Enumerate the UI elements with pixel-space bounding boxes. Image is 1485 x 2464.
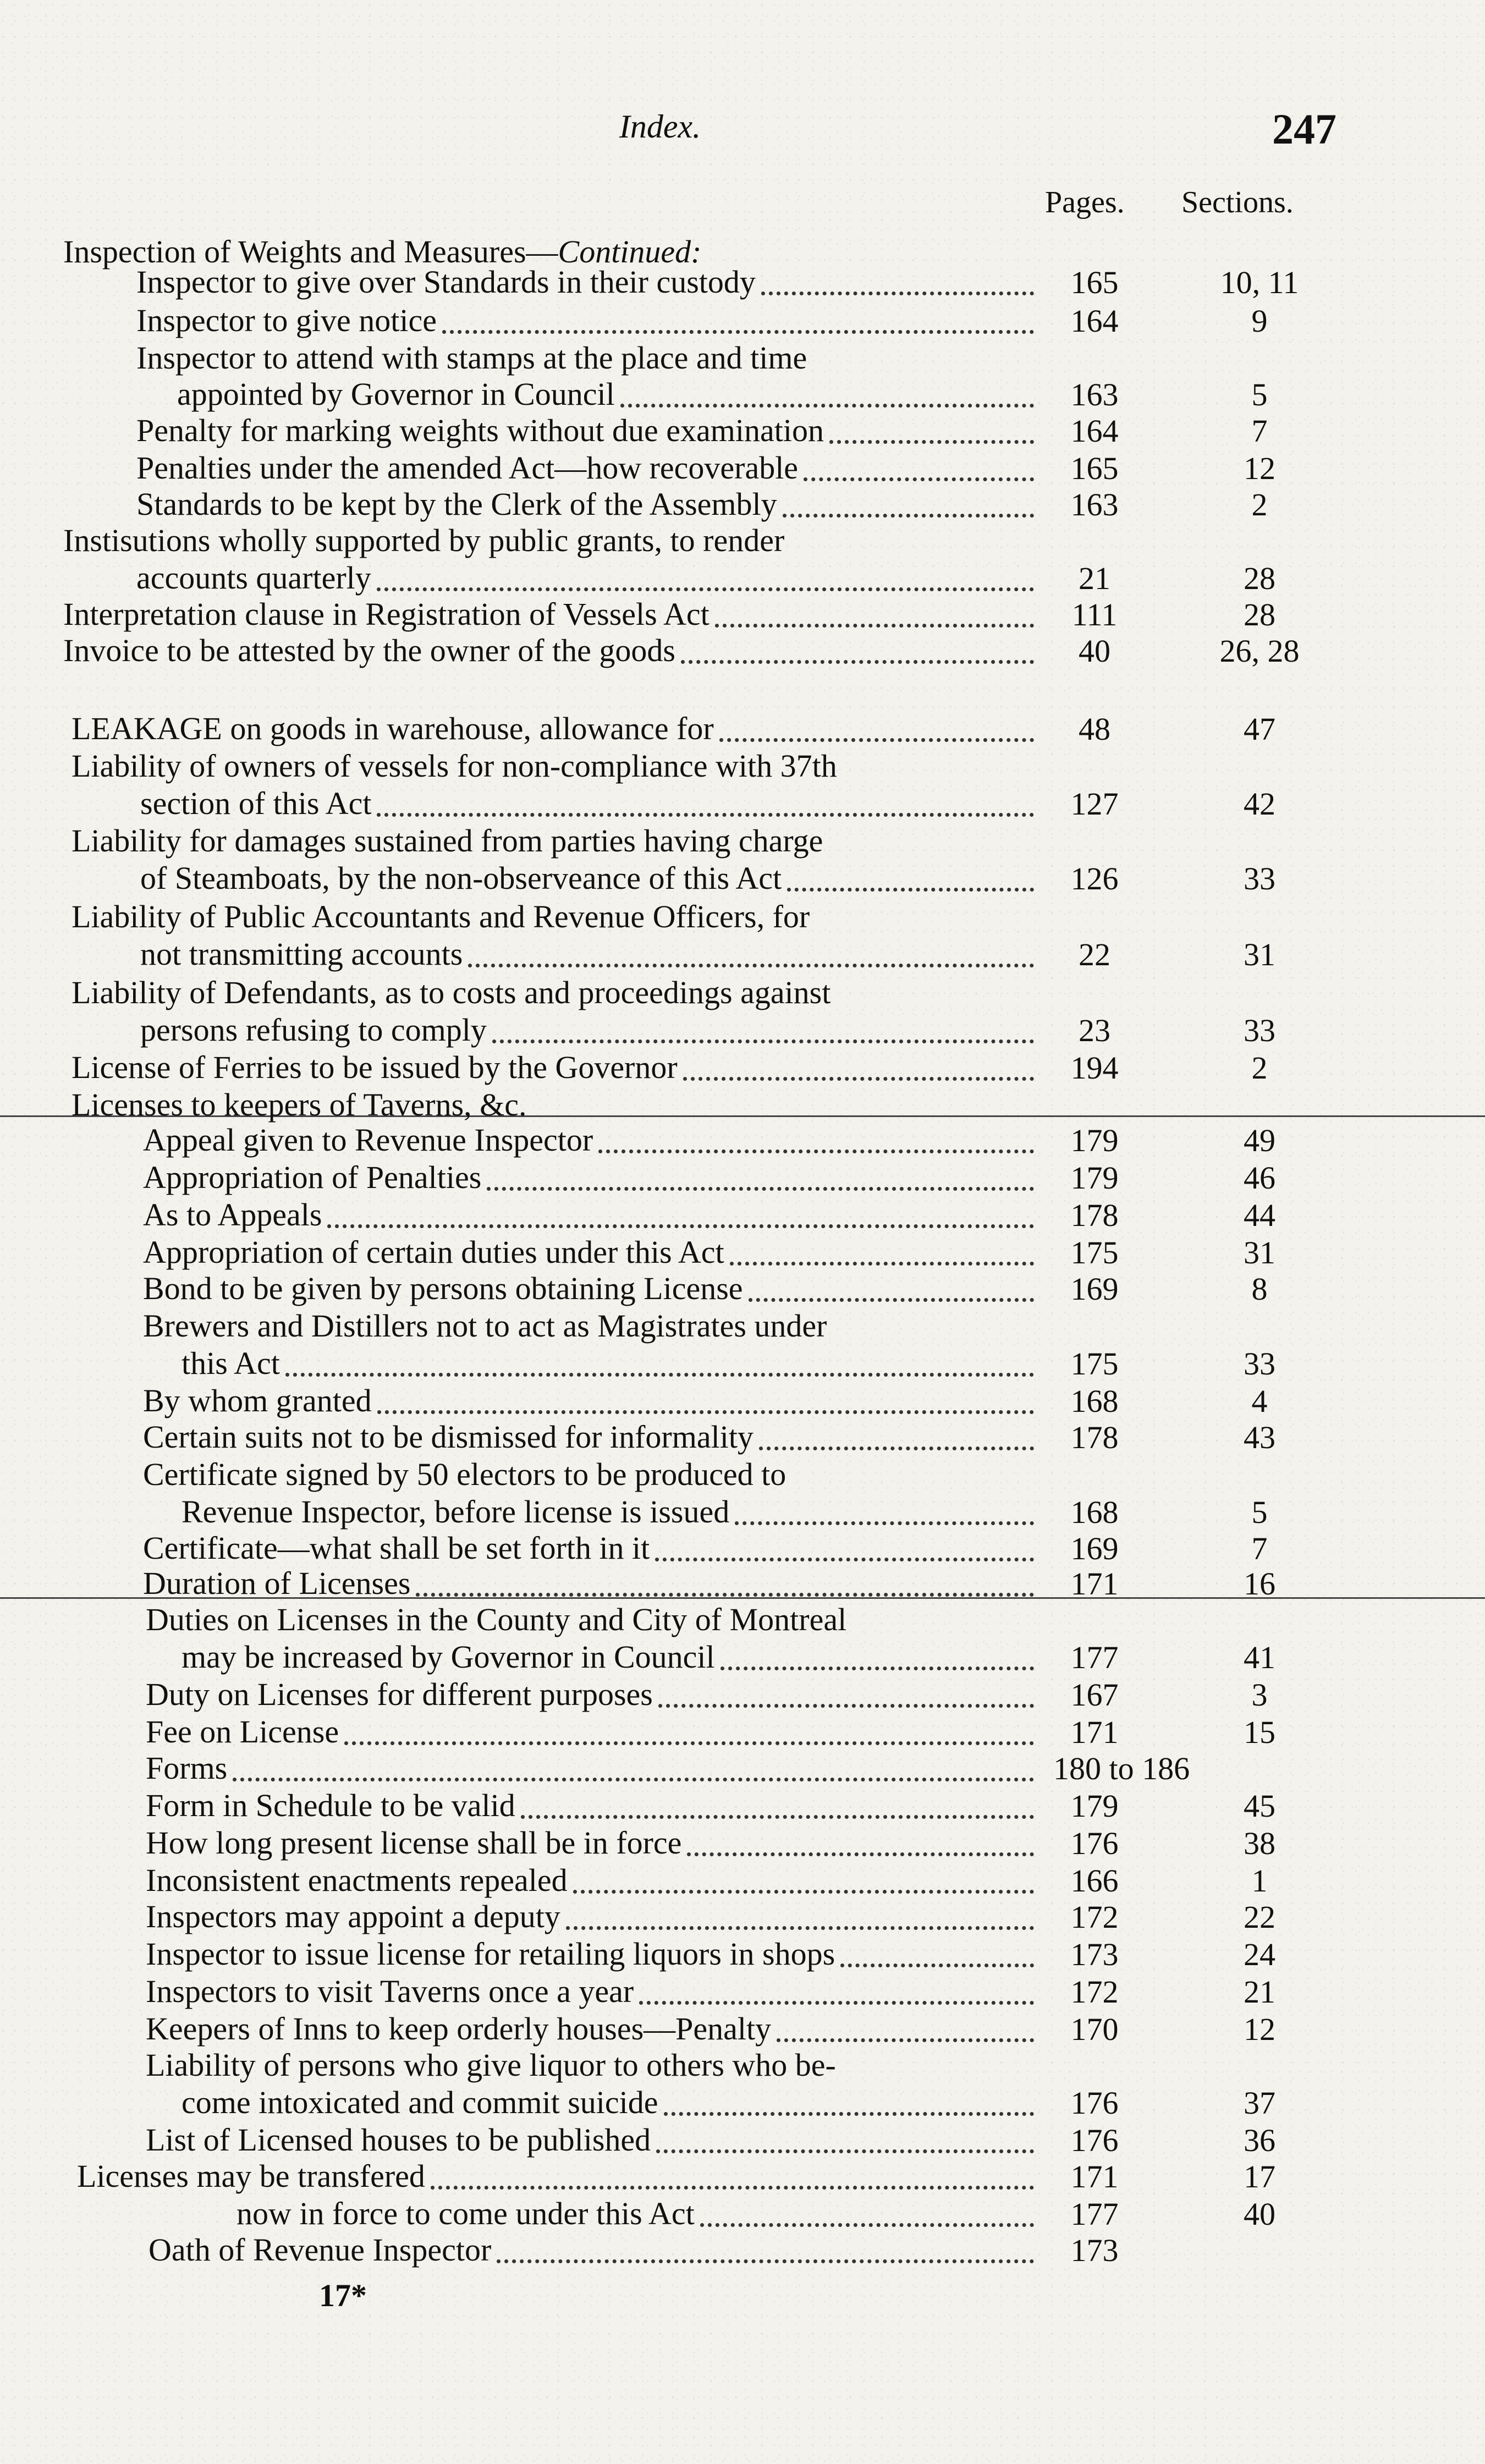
- entry-text: Brewers and Distillers not to act as Magistrates under: [143, 1308, 827, 1344]
- dot-leader: [655, 1558, 1034, 1561]
- entry-text: Inspector to attend with stamps at the place and time: [136, 340, 807, 376]
- entry-text: Fee on License: [146, 1714, 339, 1750]
- dot-leader: [749, 1298, 1034, 1302]
- section-ref: 47: [1244, 711, 1275, 747]
- entry-text: may be increased by Governor in Council: [182, 1639, 715, 1675]
- section-ref: 44: [1244, 1197, 1275, 1233]
- entry-text: Liability of owners of vessels for non-compliance with 37th: [72, 748, 837, 784]
- page-ref: 170: [1070, 2011, 1119, 2047]
- entry-text: Certificate signed by 50 electors to be produced to: [143, 1456, 787, 1492]
- dot-leader: [377, 587, 1034, 591]
- section-ref: 1: [1251, 1863, 1268, 1899]
- entry-text: Bond to be given by persons obtaining License: [143, 1270, 743, 1306]
- section-ref: 2: [1251, 487, 1268, 522]
- index-entry: [136, 340, 807, 376]
- dot-leader: [431, 2186, 1034, 2190]
- dot-leader: [721, 1667, 1034, 1670]
- entry-text: this Act: [182, 1345, 280, 1381]
- section-ref: 28: [1244, 560, 1275, 596]
- index-entry: [143, 1383, 372, 1419]
- page-ref: 171: [1070, 2159, 1119, 2194]
- entry-text: Licenses to keepers of Taverns, &c.: [72, 1087, 527, 1123]
- index-entry: [143, 1234, 724, 1270]
- section-ref: 16: [1244, 1566, 1275, 1602]
- entry-text: As to Appeals: [143, 1197, 322, 1233]
- index-entry: [182, 2084, 658, 2121]
- entry-text: By whom granted: [143, 1383, 372, 1418]
- entry-text: Oath of Revenue Inspector: [148, 2232, 492, 2268]
- dot-leader: [656, 2149, 1034, 2153]
- entry-text: Inconsistent enactments repealed: [146, 1862, 568, 1898]
- page-ref: 175: [1070, 1235, 1119, 1270]
- entry-text: Duration of Licenses: [143, 1565, 411, 1601]
- page-ref: 194: [1070, 1050, 1119, 1086]
- entry-text: Inspectors to visit Taverns once a year: [146, 1973, 634, 2009]
- entry-text: LEAKAGE on goods in warehouse, allowance for: [72, 711, 714, 746]
- section-ref: 43: [1244, 1420, 1275, 1455]
- index-entry: [182, 1639, 715, 1675]
- sections-column-header: Sections.: [1181, 185, 1294, 219]
- section-ref: 17: [1244, 2159, 1275, 2194]
- dot-leader: [715, 624, 1034, 628]
- entry-text: Invoice to be attested by the owner of the goods: [63, 632, 675, 668]
- entry-text: How long present license shall be in force: [146, 1825, 682, 1861]
- page-ref: 173: [1070, 2232, 1119, 2268]
- dot-leader: [377, 813, 1034, 817]
- dot-leader: [620, 404, 1034, 408]
- dot-leader: [829, 440, 1034, 444]
- dot-leader: [285, 1373, 1034, 1377]
- index-entry: [63, 596, 710, 632]
- index-entry: [146, 1862, 568, 1899]
- index-entry: [146, 1936, 835, 1972]
- entry-text: Interpretation clause in Registration of Vessels Act: [63, 596, 710, 632]
- section-ref: 3: [1251, 1677, 1268, 1713]
- dot-leader: [804, 477, 1034, 481]
- page-ref: 21: [1079, 560, 1110, 596]
- entry-text: of Steamboats, by the non-observeance of this Act: [140, 860, 782, 896]
- entry-text: Penalty for marking weights without due examination: [136, 413, 824, 448]
- section-ref: 37: [1244, 2085, 1275, 2121]
- section-ref: 5: [1251, 1494, 1268, 1530]
- section-ref: 12: [1244, 2011, 1275, 2047]
- page-ref: 173: [1070, 1937, 1119, 1972]
- page-ref: 168: [1070, 1383, 1119, 1419]
- entry-text: Certain suits not to be dismissed for informality: [143, 1419, 754, 1455]
- index-entry: [146, 1750, 227, 1786]
- section-ref: 15: [1244, 1714, 1275, 1750]
- index-entry: [146, 1602, 846, 1638]
- page-ref: 169: [1070, 1531, 1119, 1566]
- entry-text: Liability for damages sustained from parties having charge: [72, 823, 823, 859]
- section-ref: 45: [1244, 1788, 1275, 1824]
- page-ref: 166: [1070, 1863, 1119, 1899]
- section-ref: 22: [1244, 1899, 1275, 1935]
- entry-text: Penalties under the amended Act—how recoverable: [136, 450, 799, 486]
- index-entry: [182, 1345, 280, 1382]
- dot-leader: [377, 1410, 1034, 1414]
- entry-text: Appeal given to Revenue Inspector: [143, 1122, 593, 1158]
- entry-text: License of Ferries to be issued by the Governor: [72, 1049, 678, 1085]
- section-ref: 33: [1244, 1013, 1275, 1048]
- page-ref: 171: [1070, 1714, 1119, 1750]
- page-ref: 111: [1071, 597, 1118, 632]
- index-entry: [72, 1087, 527, 1123]
- section-ref: 36: [1244, 2122, 1275, 2158]
- page-ref: 48: [1079, 711, 1110, 747]
- dot-leader: [700, 2223, 1034, 2227]
- index-entry: [63, 522, 784, 559]
- entry-text: Appropriation of Penalties: [143, 1159, 482, 1195]
- entry-text: Revenue Inspector, before license is issued: [182, 1494, 730, 1530]
- index-entry: [72, 1049, 678, 1086]
- index-entry: [143, 1565, 410, 1602]
- dot-leader: [719, 738, 1034, 742]
- page-ref: 23: [1079, 1013, 1110, 1048]
- continued-label: Continued:: [558, 234, 702, 270]
- dot-leader: [687, 1852, 1034, 1856]
- section-ref: 21: [1244, 1974, 1275, 2010]
- dot-leader: [840, 1964, 1034, 1967]
- section-ref: 46: [1244, 1160, 1275, 1196]
- page-ref: 163: [1070, 487, 1119, 522]
- index-entry: [146, 1788, 515, 1824]
- index-entry: [136, 486, 777, 522]
- page-number: 247: [1272, 105, 1336, 153]
- index-entry: [72, 711, 714, 747]
- section-ref: 28: [1244, 597, 1275, 632]
- entry-text: Liability of persons who give liquor to others who be-: [146, 2047, 836, 2083]
- section-ref: 7: [1251, 413, 1268, 449]
- page-ref: 164: [1070, 303, 1119, 339]
- index-entry: [146, 2047, 836, 2083]
- index-entry: [72, 975, 831, 1011]
- index-entry: [182, 1494, 729, 1530]
- entry-text: Standards to be kept by the Clerk of the Assembly: [136, 486, 777, 522]
- index-entry: [136, 560, 371, 596]
- pages-column-header: Pages.: [1045, 185, 1125, 219]
- index-entry: [146, 1676, 653, 1713]
- page-ref: 164: [1070, 413, 1119, 449]
- dot-leader: [497, 2259, 1034, 2263]
- entry-text: Liability of Defendants, as to costs and proceedings against: [72, 975, 831, 1010]
- dot-leader: [759, 1447, 1034, 1450]
- entry-text: Inspector to give over Standards in their custody: [136, 264, 756, 300]
- index-entry: [140, 936, 463, 972]
- section-ref: 10, 11: [1220, 265, 1299, 300]
- section-ref: 2: [1251, 1050, 1268, 1086]
- dot-leader: [683, 1077, 1034, 1081]
- dot-leader: [327, 1224, 1034, 1228]
- entry-text: Licenses may be transfered: [77, 2158, 425, 2194]
- entry-text: come intoxicated and commit suicide: [182, 2084, 658, 2120]
- page-ref: 178: [1070, 1197, 1119, 1233]
- page-ref: 165: [1070, 450, 1119, 486]
- dot-leader: [658, 1704, 1034, 1708]
- index-entry: [143, 1419, 754, 1455]
- page-ref: 177: [1070, 2196, 1119, 2232]
- section-ref: 33: [1244, 861, 1275, 897]
- entry-text: Duties on Licenses in the County and City of Montreal: [146, 1602, 847, 1637]
- entry-text: Form in Schedule to be valid: [146, 1788, 515, 1823]
- page-ref: 169: [1070, 1271, 1119, 1307]
- dot-leader: [566, 1926, 1034, 1930]
- section-ref: 40: [1244, 2196, 1275, 2232]
- page-ref: 172: [1070, 1899, 1119, 1935]
- section-ref: 12: [1244, 450, 1275, 486]
- section-ref: 7: [1251, 1531, 1268, 1566]
- page-ref: 176: [1070, 2085, 1119, 2121]
- signature-mark: 17*: [319, 2278, 367, 2313]
- entry-text: Inspection of Weights and Measures—: [63, 234, 558, 270]
- entry-text: persons refusing to comply: [140, 1012, 487, 1048]
- dot-leader: [639, 2001, 1034, 2005]
- index-entry: [237, 2196, 695, 2232]
- dot-leader: [521, 1815, 1034, 1819]
- entry-text: Keepers of Inns to keep orderly houses—Penalty: [146, 2011, 772, 2047]
- page-ref: 176: [1070, 2122, 1119, 2158]
- section-ref: 8: [1251, 1271, 1268, 1307]
- section-ref: 31: [1244, 1235, 1275, 1270]
- section-ref: 31: [1244, 937, 1275, 972]
- running-head: Index.: [619, 108, 701, 145]
- page-ref: 172: [1070, 1974, 1119, 2010]
- entry-text: Certificate—what shall be set forth in it: [143, 1530, 650, 1566]
- index-entry: [143, 1270, 743, 1307]
- dot-leader: [573, 1890, 1034, 1894]
- section-ref: 24: [1244, 1937, 1275, 1972]
- index-entry: [77, 2158, 425, 2194]
- entry-text: Inspectors may appoint a deputy: [146, 1899, 560, 1934]
- index-entry: [146, 1825, 681, 1861]
- section-ref: 49: [1244, 1123, 1275, 1158]
- page-ref: 179: [1070, 1788, 1119, 1824]
- page-ref: 167: [1070, 1677, 1119, 1713]
- index-entry: [146, 1973, 634, 2010]
- entry-text: appointed by Governor in Council: [177, 376, 615, 412]
- index-entry: [146, 1899, 560, 1935]
- dot-leader: [664, 2112, 1034, 2116]
- dot-leader: [681, 660, 1034, 664]
- entry-text: accounts quarterly: [136, 560, 371, 596]
- index-entry: [136, 413, 824, 449]
- entry-text: Appropriation of certain duties under this Act: [143, 1234, 724, 1270]
- index-entry: [146, 1714, 339, 1750]
- section-ref: 41: [1244, 1640, 1275, 1675]
- section-ref: 4: [1251, 1383, 1268, 1419]
- page-ref: 127: [1070, 786, 1119, 822]
- dot-leader: [442, 330, 1034, 334]
- dot-leader: [777, 2038, 1034, 2042]
- index-entry: [72, 823, 823, 859]
- dot-leader: [487, 1187, 1034, 1191]
- dot-leader: [416, 1593, 1034, 1597]
- index-entry: [177, 376, 615, 413]
- page-ref: 176: [1070, 1825, 1119, 1861]
- dot-leader: [730, 1262, 1034, 1266]
- index-entry: [143, 1456, 786, 1493]
- index-entry: [140, 1012, 487, 1048]
- section-ref: 5: [1251, 377, 1268, 413]
- entry-text: Instisutions wholly supported by public grants, to render: [63, 522, 785, 558]
- page-ref: 171: [1070, 1566, 1119, 1602]
- index-entry: [146, 2122, 651, 2158]
- entry-text: now in force to come under this Act: [237, 2196, 695, 2231]
- page-ref: 175: [1070, 1346, 1119, 1382]
- page-ref: 179: [1070, 1160, 1119, 1196]
- entry-text: Forms: [146, 1750, 228, 1786]
- page-ref: 22: [1079, 937, 1110, 972]
- page-ref: 177: [1070, 1640, 1119, 1675]
- index-entry: [146, 2011, 771, 2047]
- entry-text: List of Licensed houses to be published: [146, 2122, 651, 2158]
- entry-text: not transmitting accounts: [140, 936, 463, 972]
- index-entry: [63, 632, 675, 669]
- index-entry: [143, 1308, 827, 1344]
- dot-leader: [735, 1521, 1034, 1525]
- index-entry: [143, 1197, 322, 1233]
- dot-leader: [468, 964, 1034, 967]
- section-ref: 33: [1244, 1346, 1275, 1382]
- dot-leader: [783, 514, 1034, 518]
- entry-text: Duty on Licenses for different purposes: [146, 1676, 653, 1712]
- index-entry: [140, 785, 371, 822]
- page-ref: 126: [1070, 861, 1119, 897]
- index-entry: [148, 2232, 491, 2268]
- index-entry: [143, 1122, 593, 1158]
- section-ref: 42: [1244, 786, 1275, 822]
- page-ref: 179: [1070, 1123, 1119, 1158]
- index-entry: [136, 302, 437, 339]
- page-ref: 180 to 186: [1053, 1751, 1190, 1786]
- page-ref: 178: [1070, 1420, 1119, 1455]
- dot-leader: [761, 292, 1034, 295]
- entry-text: Liability of Public Accountants and Revenue Officers, for: [72, 899, 810, 934]
- entry-text: section of this Act: [140, 785, 372, 821]
- index-entry: [72, 748, 837, 784]
- index-entry: [140, 860, 782, 897]
- index-entry: [136, 264, 756, 300]
- index-entry: [143, 1530, 650, 1566]
- dot-leader: [598, 1150, 1034, 1153]
- entry-text: Inspector to give notice: [136, 302, 437, 338]
- index-entry: [143, 1159, 481, 1196]
- section-ref: 38: [1244, 1825, 1275, 1861]
- index-entry: [72, 899, 810, 935]
- dot-leader: [492, 1040, 1034, 1043]
- page-ref: 168: [1070, 1494, 1119, 1530]
- index-entry: [136, 450, 798, 486]
- page-ref: 163: [1070, 377, 1119, 413]
- section-ref: 9: [1251, 303, 1268, 339]
- page-ref: 40: [1079, 633, 1110, 669]
- dot-leader: [233, 1778, 1034, 1781]
- entry-text: Inspector to issue license for retailing liquors in shops: [146, 1936, 835, 1972]
- dot-leader: [787, 888, 1034, 892]
- section-ref: 26, 28: [1219, 633, 1300, 669]
- dot-leader: [344, 1741, 1034, 1745]
- page-ref: 165: [1070, 265, 1119, 300]
